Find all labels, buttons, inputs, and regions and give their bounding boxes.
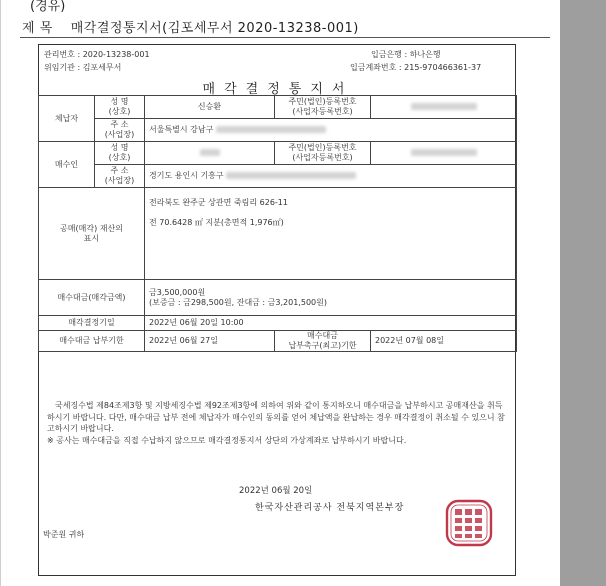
- buyer-resident-number: [371, 142, 517, 165]
- debtor-name: 신승환: [145, 96, 275, 119]
- name-label: 성 명 (상호): [95, 96, 145, 119]
- buyer-address: 경기도 용인시 기흥구: [145, 165, 517, 188]
- debtor-address: 서울특별시 강남구: [145, 119, 517, 142]
- notice-body: [47, 400, 509, 446]
- table-row: [39, 280, 517, 316]
- notice-document: [38, 44, 516, 576]
- table-row: [39, 316, 517, 331]
- official-seal-icon: [444, 498, 494, 548]
- notice-paragraph: 국세징수법 제84조제3항 및 지방세징수법 제92조제3항에 의하여 위와 같이 통지하오니 매수대금을 납부하시고 공매재산을 취득하시기 바랍니다. 다만, 매수대금 납부 전에 체납자가 매수인의 동의를 얻어 체납액을 완납하는 경우 매각결정이 취소될 수 있으니 참고하시기 바랍니다.: [47, 401, 505, 434]
- reminder-deadline: 2022년 07월 08일: [371, 331, 517, 352]
- table-row: [39, 188, 517, 280]
- table-row: [39, 119, 517, 142]
- issuer-name: 한국자산관리공사 전북지역본부장: [255, 503, 405, 513]
- management-number: 관리번호 : 2020-13238-001: [44, 50, 150, 59]
- buyer-label: 매수인: [39, 142, 95, 188]
- viewer-side-panel: [560, 0, 606, 586]
- table-row: [39, 142, 517, 165]
- debtor-label: 체납자: [39, 96, 95, 142]
- recipient: 박준원 귀하: [43, 530, 85, 539]
- deposit-account: 입금계좌번호 : 215-970466361-37: [350, 63, 482, 72]
- payment-deadline-label: 매수대금 납부기한: [39, 331, 145, 352]
- property-description: [145, 188, 517, 280]
- via-label: (경유): [30, 0, 66, 14]
- table-row: [39, 96, 517, 119]
- decision-date-label: 매각결정기일: [39, 316, 145, 331]
- resident-number-label: 주민(법인)등록번호 (사업자등록번호): [275, 142, 371, 165]
- property-label: 공매(매각) 재산의 표시: [39, 188, 145, 280]
- document-title: 매각결정통지서: [202, 82, 354, 97]
- subject-line: [22, 17, 359, 36]
- debtor-resident-number: [371, 96, 517, 119]
- address-label: 주 소 (사업장): [95, 119, 145, 142]
- table-row: [39, 165, 517, 188]
- address-label: 주 소 (사업장): [95, 165, 145, 188]
- deposit-bank: 입금은행 : 하나은행: [371, 50, 441, 59]
- page-left-edge: [0, 0, 1, 586]
- buyer-name: [145, 142, 275, 165]
- payment-deadline: 2022년 06월 27일: [145, 331, 275, 352]
- sale-info-table: [38, 95, 517, 352]
- subject-value: 매각결정통지서(김포세무서 2020-13238-001): [70, 21, 359, 36]
- table-row: [39, 331, 517, 352]
- requesting-agency: 위임기관 : 김포세무서: [44, 63, 122, 72]
- decision-date: 2022년 06월 20일 10:00: [145, 316, 517, 331]
- resident-number-label: 주민(법인)등록번호 (사업자등록번호): [275, 96, 371, 119]
- reminder-deadline-label: 매수대금 납부촉구(최고)기한: [275, 331, 371, 352]
- property-area: 전 70.6428 ㎡ 지분(총면적 1,976㎡): [149, 218, 284, 227]
- sale-price: 금3,500,000원 (보증금 : 금298,500원, 잔대금 : 금3,201,500원): [145, 280, 517, 316]
- issue-date: 2022년 06월 20일: [239, 486, 313, 496]
- subject-divider: [20, 37, 550, 38]
- notice-caution: ※ 공사는 매수대금을 직접 수납하지 않으므로 매각결정통지서 상단의 가상계좌로 납부하시기 바랍니다.: [47, 435, 407, 445]
- subject-label: 제 목: [22, 21, 53, 36]
- property-location: 전라북도 완주군 상관면 죽림리 626-11: [149, 198, 288, 207]
- price-label: 매수대금(매각금액): [39, 280, 145, 316]
- name-label: 성 명 (상호): [95, 142, 145, 165]
